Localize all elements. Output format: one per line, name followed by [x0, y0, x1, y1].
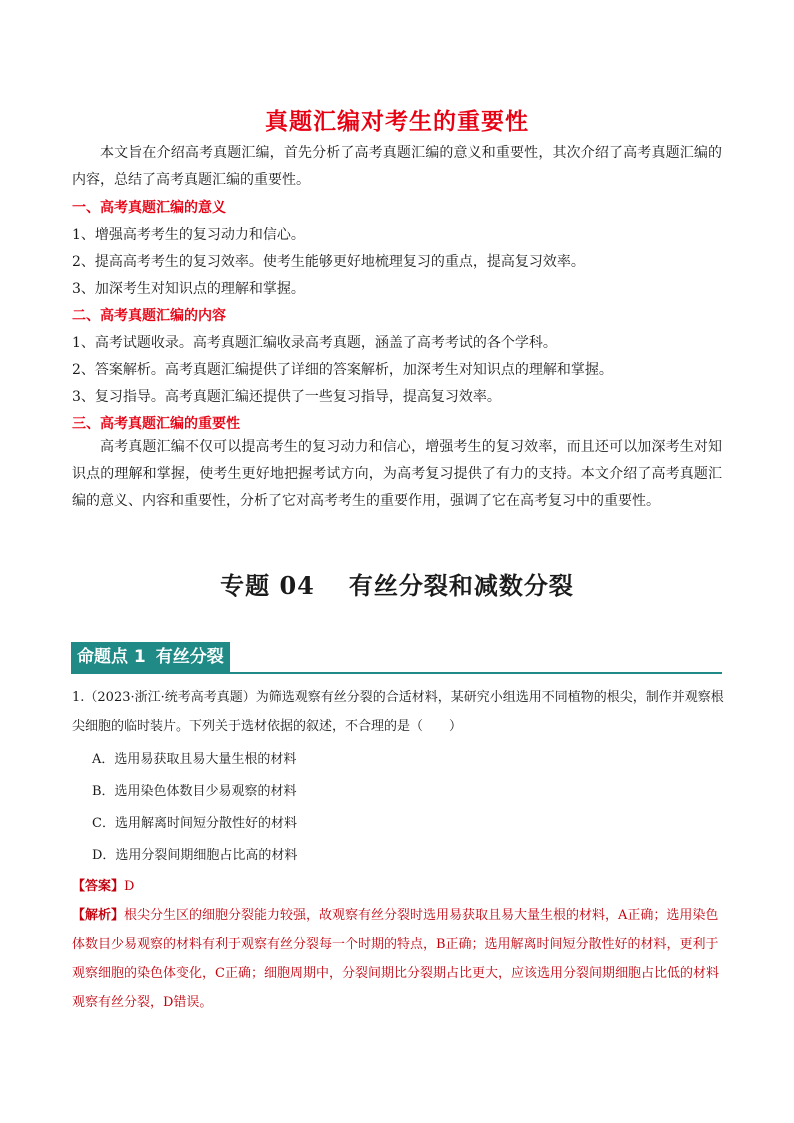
- section-3-body: 高考真题汇编不仅可以提高考生的复习动力和信心，增强考生的复习效率，而且还可以加深考生对知识点的理解和掌握，使考生更好地把握考试方向，为高考复习提供了有力的支持。本文介绍了高考真题汇编的意义、内容和重要性，分析了它对高考考生的重要作用，强调了它在高考复习中的重要性。: [72, 439, 722, 509]
- answer-value: D: [124, 879, 135, 894]
- answer-tag: 【答案】: [72, 879, 125, 894]
- section-2-item: 2、答案解析。高考真题汇编提供了详细的答案解析，加深考生对知识点的理解和掌握。: [72, 362, 613, 378]
- analysis-tag: 【解析】: [72, 908, 125, 923]
- section-1-item: 1、增强高考考生的复习动力和信心。: [72, 227, 305, 243]
- topic-title: [0, 566, 794, 601]
- point-tab: [71, 642, 230, 673]
- answer-line: [72, 875, 134, 894]
- section-2-heading: 二、高考真题汇编的内容: [72, 308, 226, 324]
- section-1-item: 3、加深考生对知识点的理解和掌握。: [72, 281, 305, 297]
- option-a: A．选用易获取且易大量生根的材料: [92, 752, 297, 767]
- topic-number: 专题 04: [220, 571, 315, 600]
- intro-paragraph: 本文旨在介绍高考真题汇编，首先分析了高考真题汇编的意义和重要性，其次介绍了高考真题汇编的内容，总结了高考真题汇编的重要性。: [72, 145, 722, 188]
- point-divider: [71, 672, 722, 674]
- section-2-item: 1、高考试题收录。高考真题汇编收录高考真题，涵盖了高考考试的各个学科。: [72, 335, 557, 351]
- point-label: 命题点 1: [77, 647, 146, 667]
- question-text: 1.（2023·浙江·统考高考真题）为筛选观察有丝分裂的合适材料，某研究小组选用不同植物的根尖，制作并观察根尖细胞的临时装片。下列关于选材依据的叙述，不合理的是（ ）: [72, 690, 724, 734]
- topic-name: 有丝分裂和减数分裂: [348, 571, 574, 600]
- analysis-paragraph: [72, 901, 724, 1017]
- point-name: 有丝分裂: [155, 647, 224, 667]
- analysis-text: 根尖分生区的细胞分裂能力较强，故观察有丝分裂时选用易获取且易大量生根的材料，A正确；选用染色体数目少易观察的材料有利于观察有丝分裂每一个时期的特点，B正确；选用解离时间短分散性好的材料，更利于观察细胞的染色体变化，C正确；细胞周期中，分裂间期比分裂期占比更大，应该选用分裂间期细胞占比低的材料观察有丝分裂，D错误。: [72, 908, 719, 1010]
- section-2-item: 3、复习指导。高考真题汇编还提供了一些复习指导，提高复习效率。: [72, 389, 501, 405]
- option-d: D．选用分裂间期细胞占比高的材料: [92, 848, 298, 863]
- section-1-item: 2、提高高考考生的复习效率。使考生能够更好地梳理复习的重点，提高复习效率。: [72, 254, 585, 270]
- option-c: C．选用解离时间短分散性好的材料: [92, 816, 297, 831]
- document-title: 真题汇编对考生的重要性: [265, 109, 529, 135]
- option-b: B．选用染色体数目少易观察的材料: [92, 784, 297, 799]
- section-3-heading: 三、高考真题汇编的重要性: [72, 416, 240, 432]
- section-1-heading: 一、高考真题汇编的意义: [72, 200, 226, 216]
